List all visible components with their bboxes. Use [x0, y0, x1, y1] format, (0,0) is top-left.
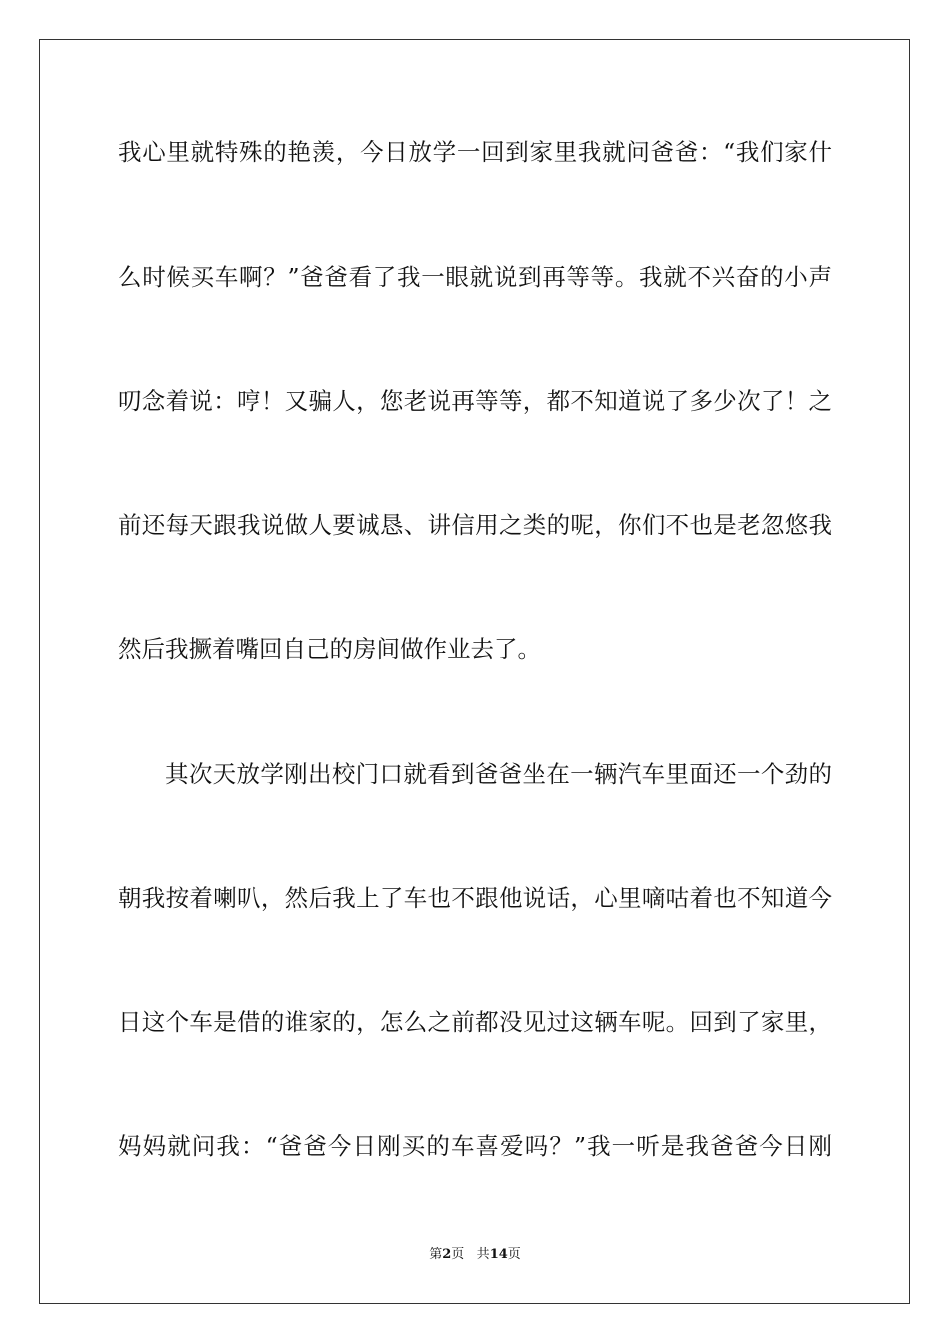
text-line-2: 么时候买车啊？”爸爸看了我一眼就说到再等等。我就不兴奋的小声	[118, 263, 832, 291]
text-line-6: 其次天放学刚出校门口就看到爸爸坐在一辆汽车里面还一个劲的	[165, 760, 832, 788]
text-line-9: 妈妈就问我：“爸爸今日刚买的车喜爱吗？”我一听是我爸爸今日刚	[118, 1132, 832, 1160]
total-pages: 14	[489, 1247, 508, 1262]
page-number: 2	[442, 1247, 452, 1262]
total-prefix: 共	[476, 1247, 490, 1262]
page-prefix: 第	[429, 1247, 443, 1262]
text-line-4: 前还每天跟我说做人要诚恳、讲信用之类的呢，你们不也是老忽悠我	[118, 511, 832, 539]
page-border	[39, 39, 910, 1304]
page-suffix: 页	[451, 1247, 465, 1262]
text-line-8: 日这个车是借的谁家的，怎么之前都没见过这辆车呢。回到了家里，	[118, 1008, 832, 1036]
text-line-7: 朝我按着喇叭，然后我上了车也不跟他说话，心里嘀咕着也不知道今	[118, 884, 832, 912]
text-line-3: 叨念着说：哼！又骗人，您老说再等等，都不知道说了多少次了！之	[118, 387, 832, 415]
total-suffix: 页	[507, 1247, 521, 1262]
page-footer	[0, 1246, 950, 1264]
text-line-1: 我心里就特殊的艳羡，今日放学一回到家里我就问爸爸：“我们家什	[118, 138, 832, 166]
text-line-5: 然后我撅着嘴回自己的房间做作业去了。	[118, 635, 541, 663]
